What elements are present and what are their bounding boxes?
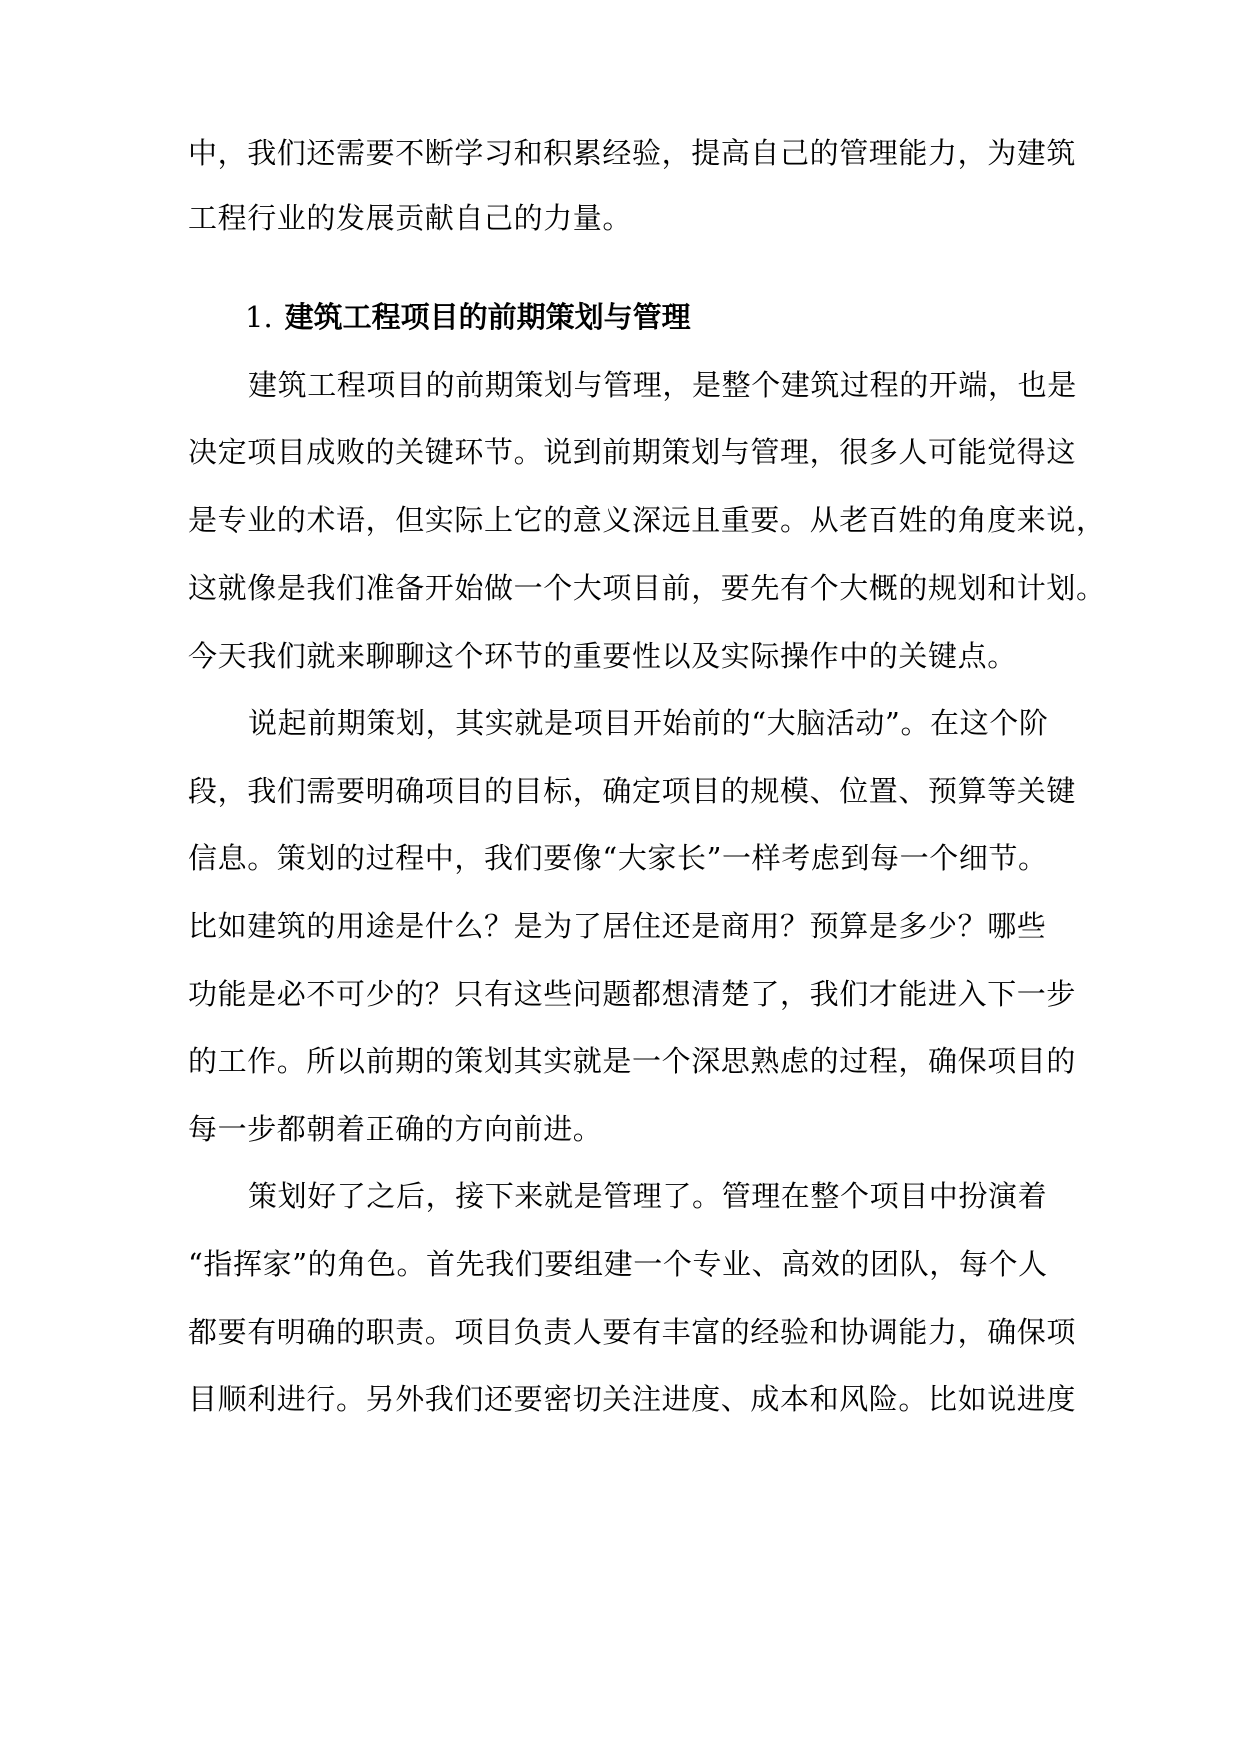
paragraph-line: 功能是必不可少的？只有这些问题都想清楚了，我们才能进入下一步 [188,977,1077,1011]
paragraph-line: 都要有明确的职责。项目负责人要有丰富的经验和协调能力，确保项 [188,1315,1077,1349]
text-line: 工程行业的发展贡献自己的力量。 [188,201,633,235]
paragraph-line: 决定项目成败的关键环节。说到前期策划与管理，很多人可能觉得这 [188,435,1077,469]
paragraph-line: 今天我们就来聊聊这个环节的重要性以及实际操作中的关键点。 [188,639,1017,673]
paragraph-line: 是专业的术语，但实际上它的意义深远且重要。从老百姓的角度来说， [188,503,1106,537]
text-line: 中，我们还需要不断学习和积累经验，提高自己的管理能力，为建筑 [188,136,1077,170]
paragraph-line: 这就像是我们准备开始做一个大项目前，要先有个大概的规划和计划。 [188,571,1106,605]
paragraph-line: “指挥家”的角色。首先我们要组建一个专业、高效的团队，每个人 [188,1247,1048,1281]
paragraph-line: 每一步都朝着正确的方向前进。 [188,1112,603,1146]
paragraph-line: 建筑工程项目的前期策划与管理，是整个建筑过程的开端，也是 [248,368,1077,402]
paragraph-line: 目顺利进行。另外我们还要密切关注进度、成本和风险。比如说进度 [188,1382,1077,1416]
section-heading [245,297,691,337]
paragraph-line: 策划好了之后，接下来就是管理了。管理在整个项目中扮演着 [248,1179,1048,1213]
section-title: 建筑工程项目的前期策划与管理 [284,300,691,334]
section-number: 1. [245,300,273,334]
paragraph-line: 说起前期策划，其实就是项目开始前的“大脑活动”。在这个阶 [248,706,1049,740]
paragraph-line: 比如建筑的用途是什么？是为了居住还是商用？预算是多少？哪些 [188,909,1047,943]
paragraph-line: 段，我们需要明确项目的目标，确定项目的规模、位置、预算等关键 [188,774,1077,808]
paragraph-line: 信息。策划的过程中，我们要像“大家长”一样考虑到每一个细节。 [188,841,1048,875]
paragraph-line: 的工作。所以前期的策划其实就是一个深思熟虑的过程，确保项目的 [188,1044,1077,1078]
